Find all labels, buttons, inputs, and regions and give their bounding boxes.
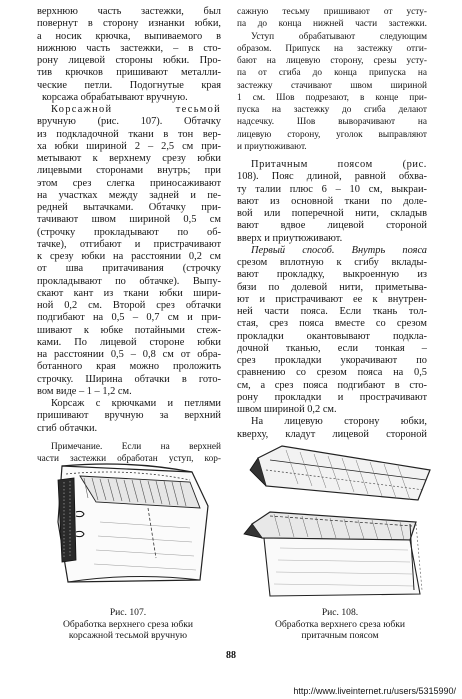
text-line: тив крючков пришивают металли- xyxy=(37,67,221,79)
text-line: кверху, кладут лицевой стороной xyxy=(237,428,427,440)
text-line: пришивают вручную за верхний xyxy=(37,410,221,422)
footer-url: http://www.liveinternet.ru/users/5315990/ xyxy=(293,686,456,696)
caption-line: Обработка верхнего среза юбки xyxy=(62,618,194,630)
page-number: 88 xyxy=(226,650,236,661)
text-line: скают кант из ткани юбки шири- xyxy=(37,287,221,299)
text-line: корсажа обрабатывают вручную. xyxy=(42,91,188,103)
text-line: ной 0,2 см. Второй срез обтачки xyxy=(37,300,221,311)
text-line: нижнюю часть застежки, – в сто- xyxy=(37,42,221,54)
text-line: ботанного края можно проложить xyxy=(37,361,221,373)
text-line: от шва притачивания (строчку xyxy=(37,263,221,275)
text-line: этом срез слегка приносаживают xyxy=(37,177,221,189)
caption-line: корсажной тесьмой вручную xyxy=(68,630,188,641)
note-line: па от сгиба до конца припуска на xyxy=(237,68,427,79)
text-line: швом шириной 0,2 см. xyxy=(237,404,337,415)
text-line: ют и пристрачивают ее к внутрен- xyxy=(237,293,427,305)
text-line: тачивают швом шириной 0,5 см xyxy=(37,214,221,226)
text-line: вают вдвое лицевой стороной xyxy=(237,220,427,232)
figure-108-caption xyxy=(240,607,440,642)
text-line: к срезу юбки на расстоянии 0,2 см xyxy=(37,251,221,262)
caption-line: Рис. 108. xyxy=(321,607,359,618)
text-line: ней части пояса. Если ткань тол- xyxy=(237,306,427,317)
text-line: вом виде – 1 – 1,2 см. xyxy=(37,385,132,397)
text-line: вают прокладку, выкроенную из xyxy=(237,269,427,281)
text-line: подгибают на 0,5 – 0,7 см и при- xyxy=(37,312,221,324)
text-line: верхнюю часть застежки, был xyxy=(37,6,221,17)
text-line: редней вытачками. Обтачку при- xyxy=(37,202,221,213)
text-line: прокладки окантовывают подкла- xyxy=(237,330,427,342)
caption-line: притачным поясом xyxy=(301,630,379,641)
text-line: ками. По лицевой стороне юбки xyxy=(37,336,221,348)
note-line: бают на лицевую сторону, срезы усту- xyxy=(237,56,427,66)
text-line: Корсаж с крючками и петлями xyxy=(51,398,221,409)
text-line: дочной тканью, если тонкая – xyxy=(237,342,427,354)
text-line: повернут в сторону изнанки юбки, xyxy=(37,18,221,30)
caption-line: Рис. 107. xyxy=(109,607,147,618)
text-line: вают из основной ткани по доле- xyxy=(237,195,427,207)
text-line: на участках между задней и пе- xyxy=(37,189,221,201)
text-line: бязи по долевой нити, приметыва- xyxy=(237,281,427,293)
text-line: срез прокладки укорачивают по xyxy=(237,355,427,366)
text-line: шивают к юбке потайными стеж- xyxy=(37,324,221,336)
text-line: из подкладочной ткани в тон вер- xyxy=(37,128,221,140)
note-line: сажную тесьму пришивают от усту- xyxy=(237,7,427,17)
note-line: Уступ обрабатывают следующим xyxy=(251,31,427,42)
text-line: лицевыми сторонами внутрь; при xyxy=(37,165,221,177)
note-line: Примечание. Если на верхней xyxy=(51,441,221,452)
note-line: лицевую сторону, уголок выправляют xyxy=(237,129,427,140)
figure-108-illustration xyxy=(240,440,440,600)
note-line: части застежки обработан уступ, кор- xyxy=(37,454,221,464)
note-line: застежку стачивают швом шириной xyxy=(237,80,427,91)
text-line: прокладывают по обтачке). Выпу- xyxy=(37,275,221,287)
left-text-column xyxy=(37,6,221,465)
text-line: вручную (рис. 107). Обтачку xyxy=(37,116,221,128)
text-line: рону прокладки и прострачивают xyxy=(237,391,427,403)
right-text-column xyxy=(237,6,427,441)
text-line: ту талии плюс 6 – 10 см, выкраи- xyxy=(237,183,427,195)
text-line: а носик крючка, выпиваемого в xyxy=(37,30,221,42)
note-line: па до конца нижней части застежки. xyxy=(237,19,427,30)
text-line: строчку. Ширина обтачки в гото- xyxy=(37,373,221,385)
text-line: на расстоянии 0,5 – 0,8 см от обра- xyxy=(37,349,221,360)
caption-line: Обработка верхнего среза юбки xyxy=(274,618,406,630)
text-line: метывают к верхнему срезу юбки xyxy=(37,153,221,164)
text-line: см, а срез пояса подгибают в сто- xyxy=(237,379,427,391)
section-heading: Корсажной тесьмой xyxy=(51,104,221,115)
text-line: Первый способ. Внутрь пояса xyxy=(251,244,427,256)
text-line: ческие петли. Подогнутые края xyxy=(37,79,221,91)
text-line: ха юбки шириной 2 – 2,5 см при- xyxy=(37,140,221,152)
text-line: вой или поперечной нити, складыв xyxy=(237,208,427,219)
note-line: надсечку. Шов выворачивают на xyxy=(237,117,427,128)
figure-107-caption xyxy=(40,607,216,642)
note-line: и приутюживают. xyxy=(237,141,307,152)
note-line: образом. Припуск на застежку отги- xyxy=(237,43,427,54)
figure-107-illustration xyxy=(40,462,216,592)
text-line: стая, срез пояса вместе со срезом xyxy=(237,318,427,330)
text-line: сгиб обтачки. xyxy=(37,422,98,434)
note-line: 1 см. Шов подрезают, в конце при- xyxy=(237,92,427,103)
text-line: сравнению со срезом пояса на 0,5 xyxy=(237,367,427,379)
text-line: вверх и приутюживают. xyxy=(237,232,343,244)
text-line: (строчку прокладывают по об- xyxy=(37,226,221,238)
text-line: тачке), отгибают и пристрачивают xyxy=(37,238,221,250)
text-line: рону лицевой стороны юбки. Про- xyxy=(37,55,221,66)
text-line: 108). Пояс длиной, равной обхва- xyxy=(237,171,427,183)
section-heading: Притачным поясом (рис. xyxy=(251,159,427,170)
text-line: срезом вплотную к сгибу вклады- xyxy=(237,257,427,268)
text-line: На лицевую сторону юбки, xyxy=(251,416,427,428)
note-line: пуска на застежку до сгиба делают xyxy=(237,105,427,115)
